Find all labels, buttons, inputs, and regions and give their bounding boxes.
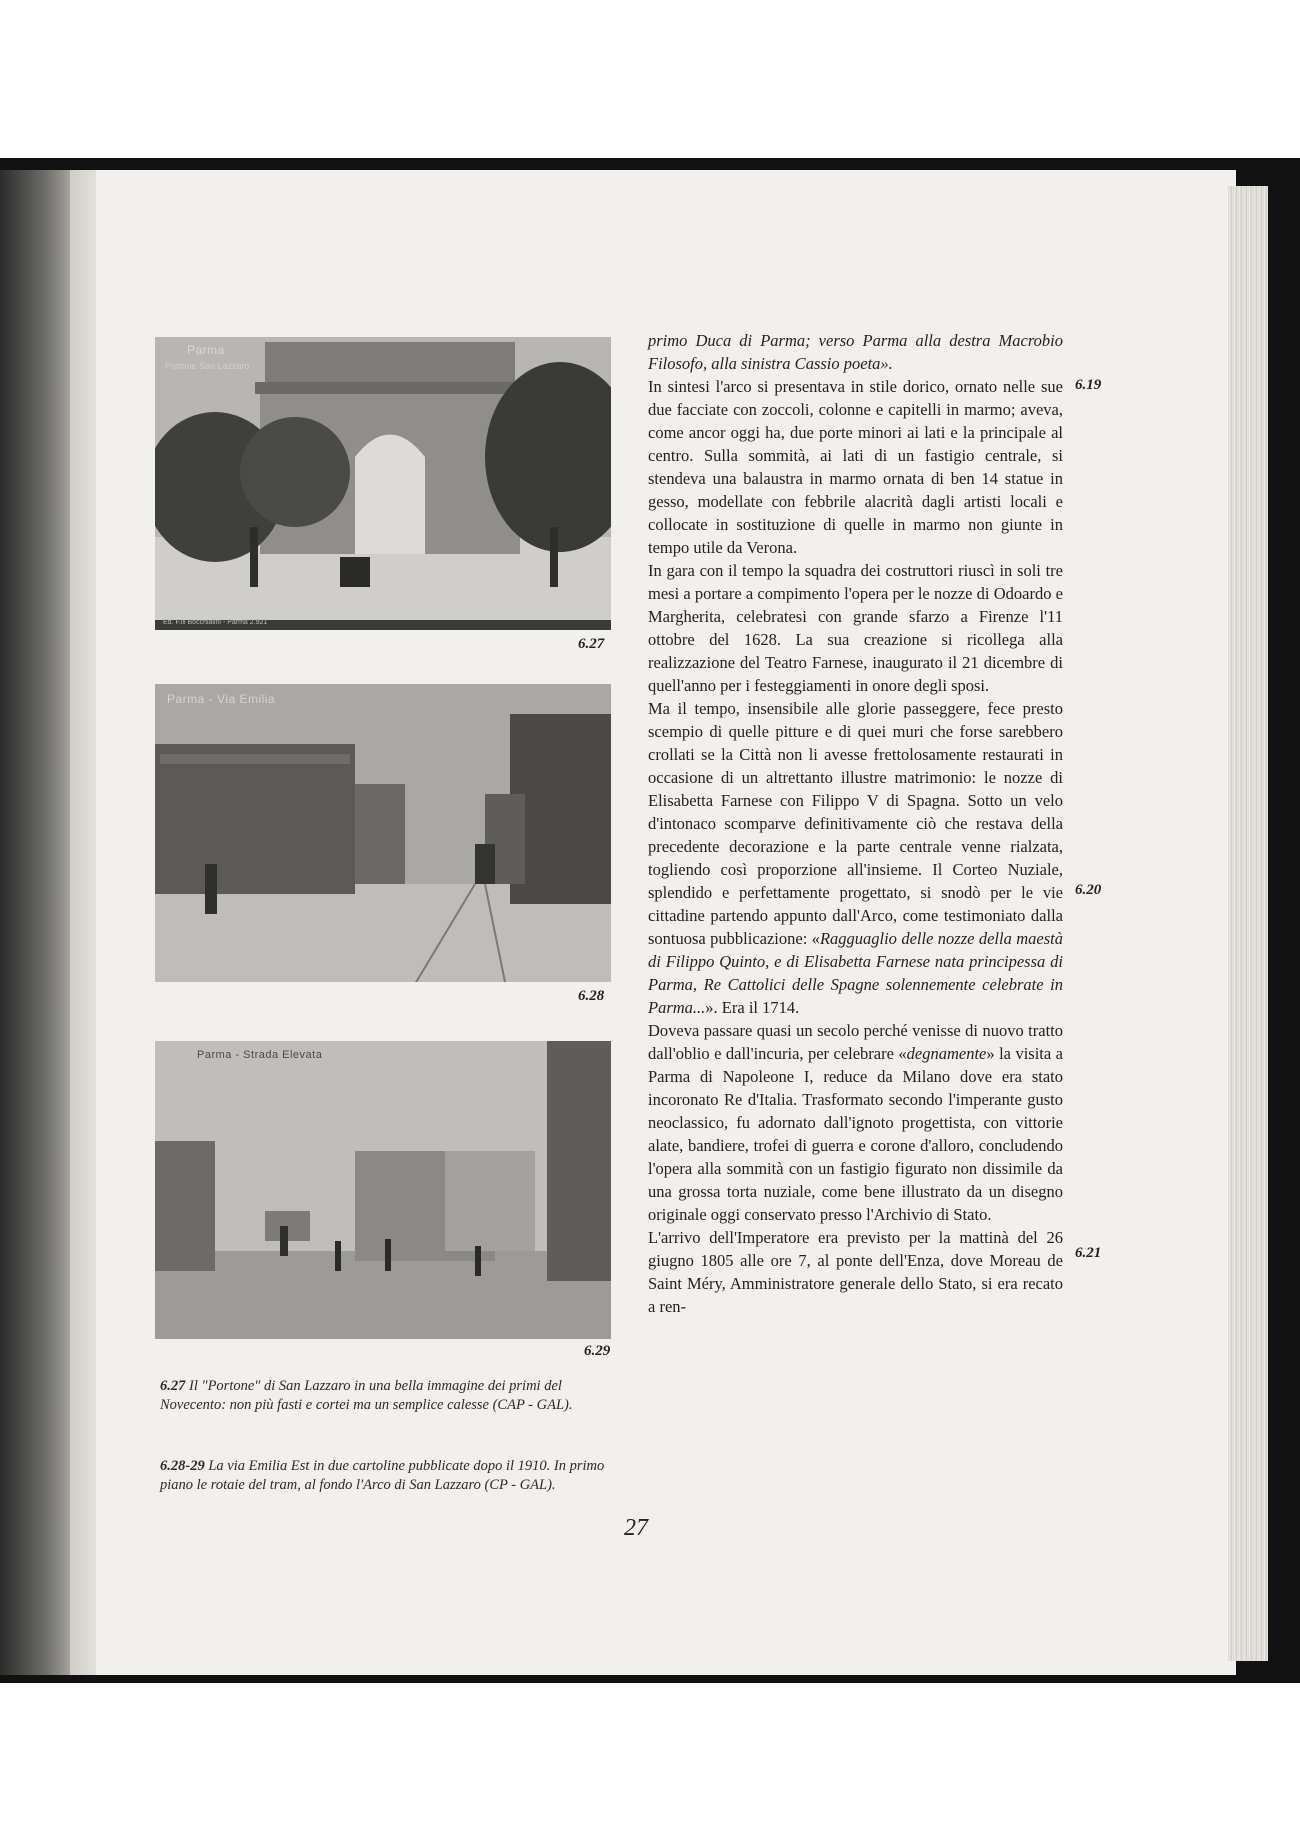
paragraph: In sintesi l'arco si presentava in stile dorico, ornato nelle sue due facciate con zoccoli, colonne e capitelli in marmo; aveva, come ancor oggi ha, due porte minori ai lati e la principale al centro. Sulla sommità, ai lati di un fastigio centrale, si stendeva una balaustra in marmo ornata di ben 14 statue in gesso, modellate con febbrile alacrità dagli artisti locali e collocate in sostituzione di quelle in marmo non giunte in tempo utile da Verona. [648,377,1063,557]
margin-ref-6-20: 6.20 [1075,882,1102,898]
photo-title: Parma - Via Emilia [167,692,276,706]
left-page-edge [0,170,80,1675]
paragraph: primo Duca di Parma; verso Parma alla destra Macrobio Filosofo, alla sinistra Cassio poeta». [648,331,1063,373]
paragraph: In gara con il tempo la squadra dei costruttori riuscì in soli tre mesi a portare a compimento l'opera per le nozze di Odoardo e Margherita, celebratesi con grande sfarzo a Firenze l'11 ottobre del 1628. La sua creazione si ricollega alla realizzazione del Teatro Farnese, inaugurato il 21 dicembre di quell'anno per i festeggiamenti in onore degli sposi. [648,561,1063,695]
page-stack-edge [1228,186,1268,1661]
paragraph [648,1019,1063,1226]
publication-title: Ragguaglio delle nozze della maestà di Filippo Quinto, e di Elisabetta Farnese nata principessa di Parma, Re Cattolici delle Spagne solennemente celebrate in Parma... [648,929,1063,1017]
photo-via-emilia [155,684,611,982]
figure-number-6-29: 6.29 [584,1343,611,1359]
paragraph: L'arrivo dell'Imperatore era previsto per la mattinà del 26 giugno 1805 alle ore 7, al ponte dell'Enza, dove Moreau de Saint Méry, Amministratore generale dello Stato, si era recato a ren- [648,1228,1063,1316]
photo-portone-san-lazzaro [155,337,611,630]
photo-title: Parma [187,343,225,357]
margin-ref-6-19: 6.19 [1075,377,1102,393]
caption-6-27 [160,1377,615,1415]
caption-text: La via Emilia Est in due cartoline pubblicate dopo il 1910. In primo piano le rotaie del tram, al fondo l'Arco di San Lazzaro (CP - GAL). [160,1458,605,1493]
photo-strada-elevata [155,1041,611,1339]
text-run: ». Era il 1714. [705,998,800,1017]
body-text-column [648,329,1063,1318]
text-run: Doveva passare quasi un secolo perché venisse di nuovo tratto dall'oblio e dall'incuria, per celebrare « [648,1021,1063,1063]
caption-6-28-29 [160,1457,615,1495]
caption-text: Il "Portone" di San Lazzaro in una bella immagine dei primi del Novecento: non più fasti e cortei ma un semplice calesse (CAP - GAL). [160,1378,573,1413]
page-number: 27 [624,1515,648,1541]
margin-ref-6-21: 6.21 [1075,1245,1102,1261]
photo-subtitle: Portone San Lazzaro [165,361,250,371]
photo-publisher: Ed. F.lli Bocchialini - Parma 2.921 [163,619,268,626]
figure-number-6-28: 6.28 [578,988,605,1004]
photo-title: Parma - Strada Elevata [197,1049,323,1061]
caption-label: 6.27 [160,1378,186,1394]
text-run: » la visita a Parma di Napoleone I, reduce da Milano dove era stato incoronato Re d'Italia. Trasformato secondo l'imperante gusto neoclassico, fu adornato dall'ignoto progettista, con vittorie alate, bandiere, trofei di guerra e corone d'alloro, concludendo l'opera alla sommità con un fastigio figurato non dissimile da una grossa torta nuziale, come bene illustrato da un disegno originale oggi conservato presso l'Archivio di Stato. [648,1044,1063,1224]
text-run: Ma il tempo, insensibile alle glorie passeggere, fece presto scempio di quelle pitture e di quei muri che forse sarebbero crollati se la Città non li avesse frettolosamente restaurati in occasione di un altrettanto illustre matrimonio: le nozze di Elisabetta Farnese con Filippo V di Spagna. Sotto un velo d'intonaco scomparve definitivamente ciò che restava della precedente decorazione e la parte centrale venne rialzata, togliendo così proporzione all'insieme. Il Corteo Nuziale, splendido e perfettamente progettato, si snodò per le vie cittadine partendo appunto dall'Arco, come testimoniato dalla sontuosa pubblicazione: « [648,699,1063,948]
caption-label: 6.28-29 [160,1458,205,1474]
paragraph [648,697,1063,1019]
figure-number-6-27: 6.27 [578,636,605,652]
emphasis: degnamente [906,1044,987,1063]
